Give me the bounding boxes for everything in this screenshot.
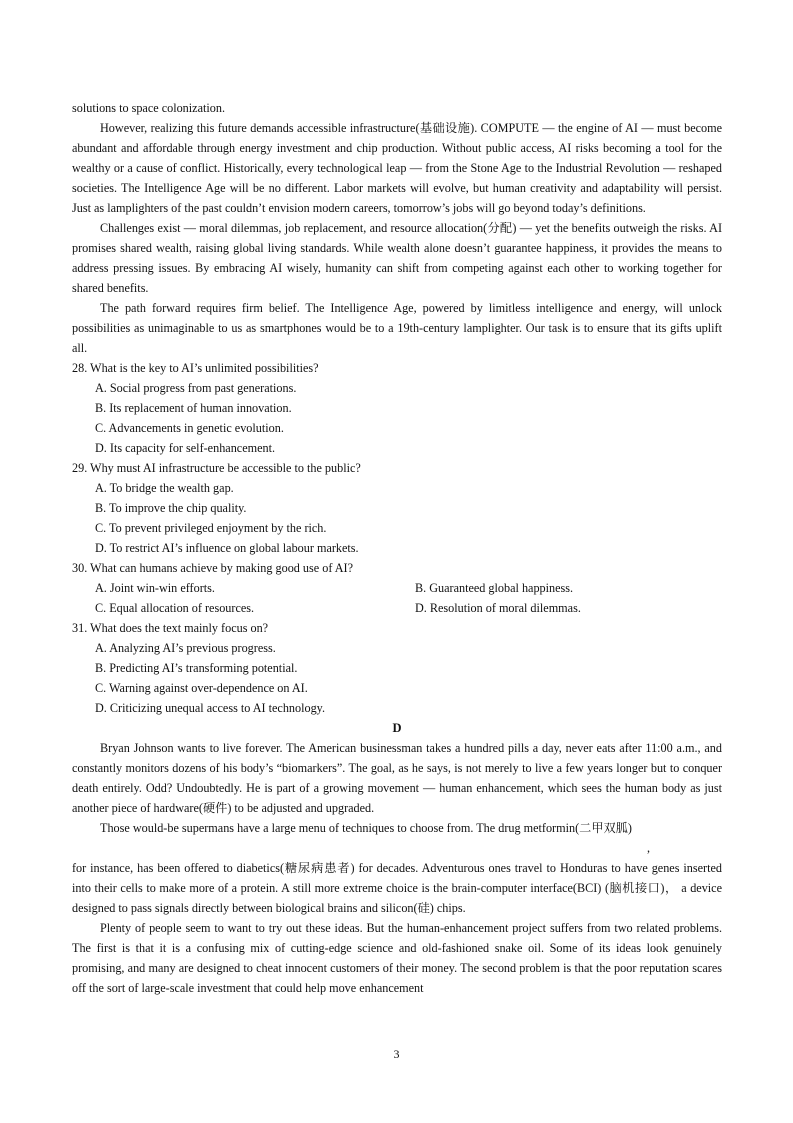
option-c: C. To prevent privileged enjoyment by the rich. — [95, 521, 327, 535]
option-b: B. Its replacement of human innovation. — [95, 401, 292, 415]
option-row — [95, 578, 722, 598]
question-stem: 31. What does the text mainly focus on? — [72, 621, 269, 635]
question-29 — [72, 458, 722, 558]
option-row — [95, 598, 722, 618]
passage-d-paragraph-4: Plenty of people seem to want to try out these ideas. But the human-enhancement project suffers from two related problems. The first is that it is a confusing mix of cutting-edge science and old-fashioned snake oil. Some of its ideas look genuinely promising, and many are designed to cheat innocent customers of their money. The second problem is that the poor reputation scares off the sort of large-scale investment that could help move enhancement — [72, 921, 722, 995]
document-page — [72, 98, 722, 998]
passage-c-paragraph-2: Challenges exist — moral dilemmas, job replacement, and resource allocation(分配) — yet the benefits outweigh the risks. AI promises shared wealth, raising global living standards. While wealth alone doesn’t guarantee happiness, it provides the means to address pressing issues. By embracing AI wisely, humanity can shift from competing against each other to working together for shared benefits. — [72, 221, 722, 295]
passage-c-paragraph-1: However, realizing this future demands accessible infrastructure(基础设施). COMPUTE — the engine of AI — must become abundant and affordable through energy investment and chip production. Without public access, AI risks becoming a tool for the wealthy or a cause of conflict. Historically, every technological leap — from the Stone Age to the Industrial Revolution — reshaped societies. The Intelligence Age will be no different. Labor markets will evolve, but human creativity and adaptability will persist. Just as lamplighters of the past couldn’t envision modern careers, tomorrow’s jobs will go beyond today’s definitions. — [72, 121, 722, 215]
option-b: B. Predicting AI’s transforming potential. — [95, 661, 298, 675]
question-31 — [72, 618, 722, 718]
option-c: C. Warning against over-dependence on AI. — [95, 681, 308, 695]
question-stem: 29. Why must AI infrastructure be accessible to the public? — [72, 461, 361, 475]
option-d: D. Its capacity for self-enhancement. — [95, 441, 276, 455]
option-c: C. Advancements in genetic evolution. — [95, 421, 284, 435]
option-a: A. Joint win-win efforts. — [95, 581, 215, 595]
option-c: C. Equal allocation of resources. — [95, 601, 255, 615]
option-d: D. Criticizing unequal access to AI technology. — [95, 701, 326, 715]
passage-c-paragraph-0: solutions to space colonization. — [72, 101, 225, 115]
option-d: D. Resolution of moral dilemmas. — [415, 601, 581, 615]
passage-c-paragraph-3: The path forward requires firm belief. The Intelligence Age, powered by limitless intelligence and energy, will unlock possibilities as unimaginable to us as smartphones would be to a 19th-century lamplighter. Our task is to ensure that its gifts uplift all. — [72, 301, 722, 355]
option-a: A. To bridge the wealth gap. — [95, 481, 234, 495]
option-a: A. Social progress from past generations. — [95, 381, 297, 395]
question-30 — [72, 558, 722, 618]
option-b: B. Guaranteed global happiness. — [415, 581, 574, 595]
section-heading-d: D — [392, 721, 402, 735]
option-a: A. Analyzing AI’s previous progress. — [95, 641, 276, 655]
stray-comma: , — [647, 841, 651, 855]
option-b: B. To improve the chip quality. — [95, 501, 247, 515]
option-d: D. To restrict AI’s influence on global labour markets. — [95, 541, 359, 555]
question-28 — [72, 358, 722, 458]
question-stem: 30. What can humans achieve by making good use of AI? — [72, 561, 354, 575]
question-stem: 28. What is the key to AI’s unlimited possibilities? — [72, 361, 319, 375]
passage-d-paragraph-3: for instance, has been offered to diabetics(糖尿病患者) for decades. Adventurous ones travel to Honduras to have genes inserted into their cells to make more of a protein. A still more extreme choice is the brain-computer interface(BCI) (脑机接口)， a device designed to pass signals directly between biological brains and silicon(硅) chips. — [72, 861, 722, 915]
page-number: 3 — [393, 1047, 400, 1061]
passage-d-paragraph-2: Those would-be supermans have a large menu of techniques to choose from. The drug metformin(二甲双胍) — [100, 821, 632, 835]
passage-d-paragraph-1: Bryan Johnson wants to live forever. The American businessman takes a hundred pills a day, never eats after 11:00 a.m., and constantly monitors dozens of his body’s “biomarkers”. The goal, as he says, is not merely to live a few years longer but to conquer death entirely. Odd? Undoubtedly. He is part of a growing movement — human enhancement, which sees the human body as just another piece of hardware(硬件) to be adjusted and upgraded. — [72, 741, 722, 815]
